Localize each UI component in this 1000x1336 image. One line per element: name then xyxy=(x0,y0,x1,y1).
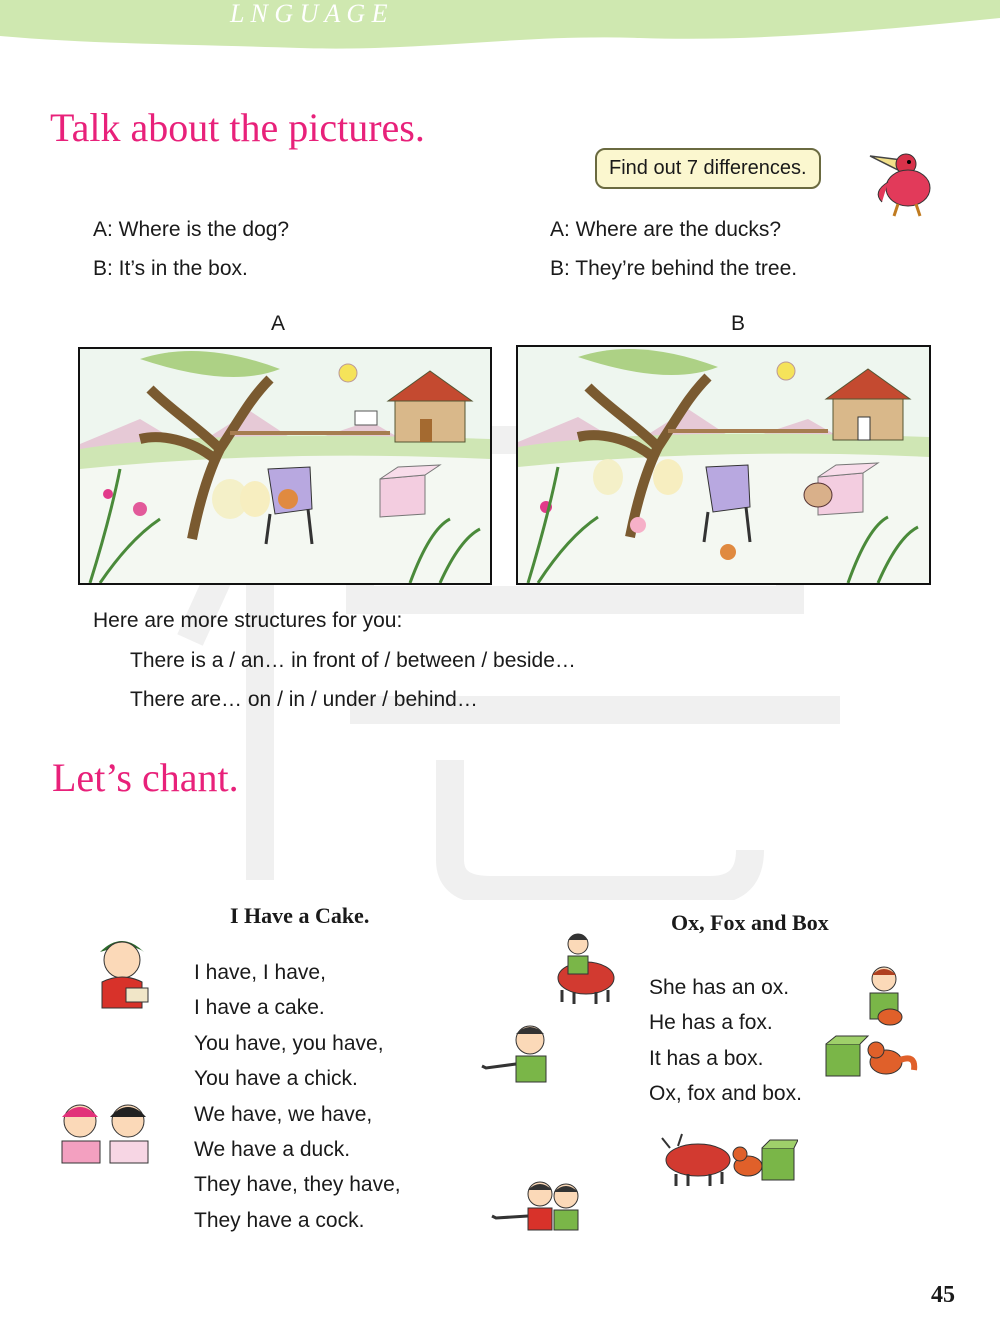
boy-with-cake-icon xyxy=(92,932,152,1010)
top-banner xyxy=(0,0,1000,60)
two-boys-icon xyxy=(490,1176,590,1232)
chant2-poem xyxy=(649,970,802,1112)
page-number: 45 xyxy=(931,1282,955,1308)
chant1-line: I have, I have, xyxy=(194,961,326,984)
section-title-talk: Talk about the pictures. xyxy=(50,105,425,150)
speech-bubble: Find out 7 differences. xyxy=(595,148,821,189)
two-girls-icon xyxy=(50,1097,160,1165)
structure-line-1: There is a / an… in front of / between / beside… xyxy=(130,649,576,672)
chant1-line: We have, we have, xyxy=(194,1102,373,1126)
girl-on-ox-icon xyxy=(550,930,620,1006)
chant2-line: She has an ox. xyxy=(649,976,790,999)
picture-b xyxy=(516,345,931,585)
chant1-line: They have a cock. xyxy=(194,1208,365,1232)
chant1-line: They have, they have, xyxy=(194,1173,401,1197)
dialog-right-line-2: B: They’re behind the tree. xyxy=(550,257,798,280)
structure-line-2: There are… on / in / under / behind… xyxy=(130,688,478,711)
structures-intro: Here are more structures for you: xyxy=(93,609,403,632)
picture-label-b: B xyxy=(731,312,746,335)
chant1-line: You have, you have, xyxy=(194,1031,384,1055)
section-title-chant: Let’s chant. xyxy=(52,755,239,800)
chant2-title: Ox, Fox and Box xyxy=(671,910,829,935)
fox-and-box-icon xyxy=(824,1034,918,1080)
chant1-line: We have a duck. xyxy=(194,1138,351,1162)
bird-icon xyxy=(862,142,942,220)
ox-fox-box-icon xyxy=(658,1128,798,1190)
dialog-right-line-1: A: Where are the ducks? xyxy=(550,218,782,241)
boy-with-fox-icon xyxy=(856,963,912,1027)
banner-letters: L N G U A G E xyxy=(230,0,388,28)
chant1-poem xyxy=(194,955,401,1238)
chant1-title: I Have a Cake. xyxy=(230,903,370,928)
chant2-line: Ox, fox and box. xyxy=(649,1082,802,1106)
pointing-boy-icon xyxy=(480,1020,560,1084)
picture-a xyxy=(78,347,492,585)
picture-label-a: A xyxy=(271,312,286,335)
chant1-line: You have a chick. xyxy=(194,1067,358,1091)
chant2-line: He has a fox. xyxy=(649,1011,773,1035)
dialog-left-line-1: A: Where is the dog? xyxy=(93,218,290,241)
chant2-line: It has a box. xyxy=(649,1046,764,1070)
chant1-line: I have a cake. xyxy=(194,996,325,1020)
dialog-left-line-2: B: It’s in the box. xyxy=(93,257,248,280)
